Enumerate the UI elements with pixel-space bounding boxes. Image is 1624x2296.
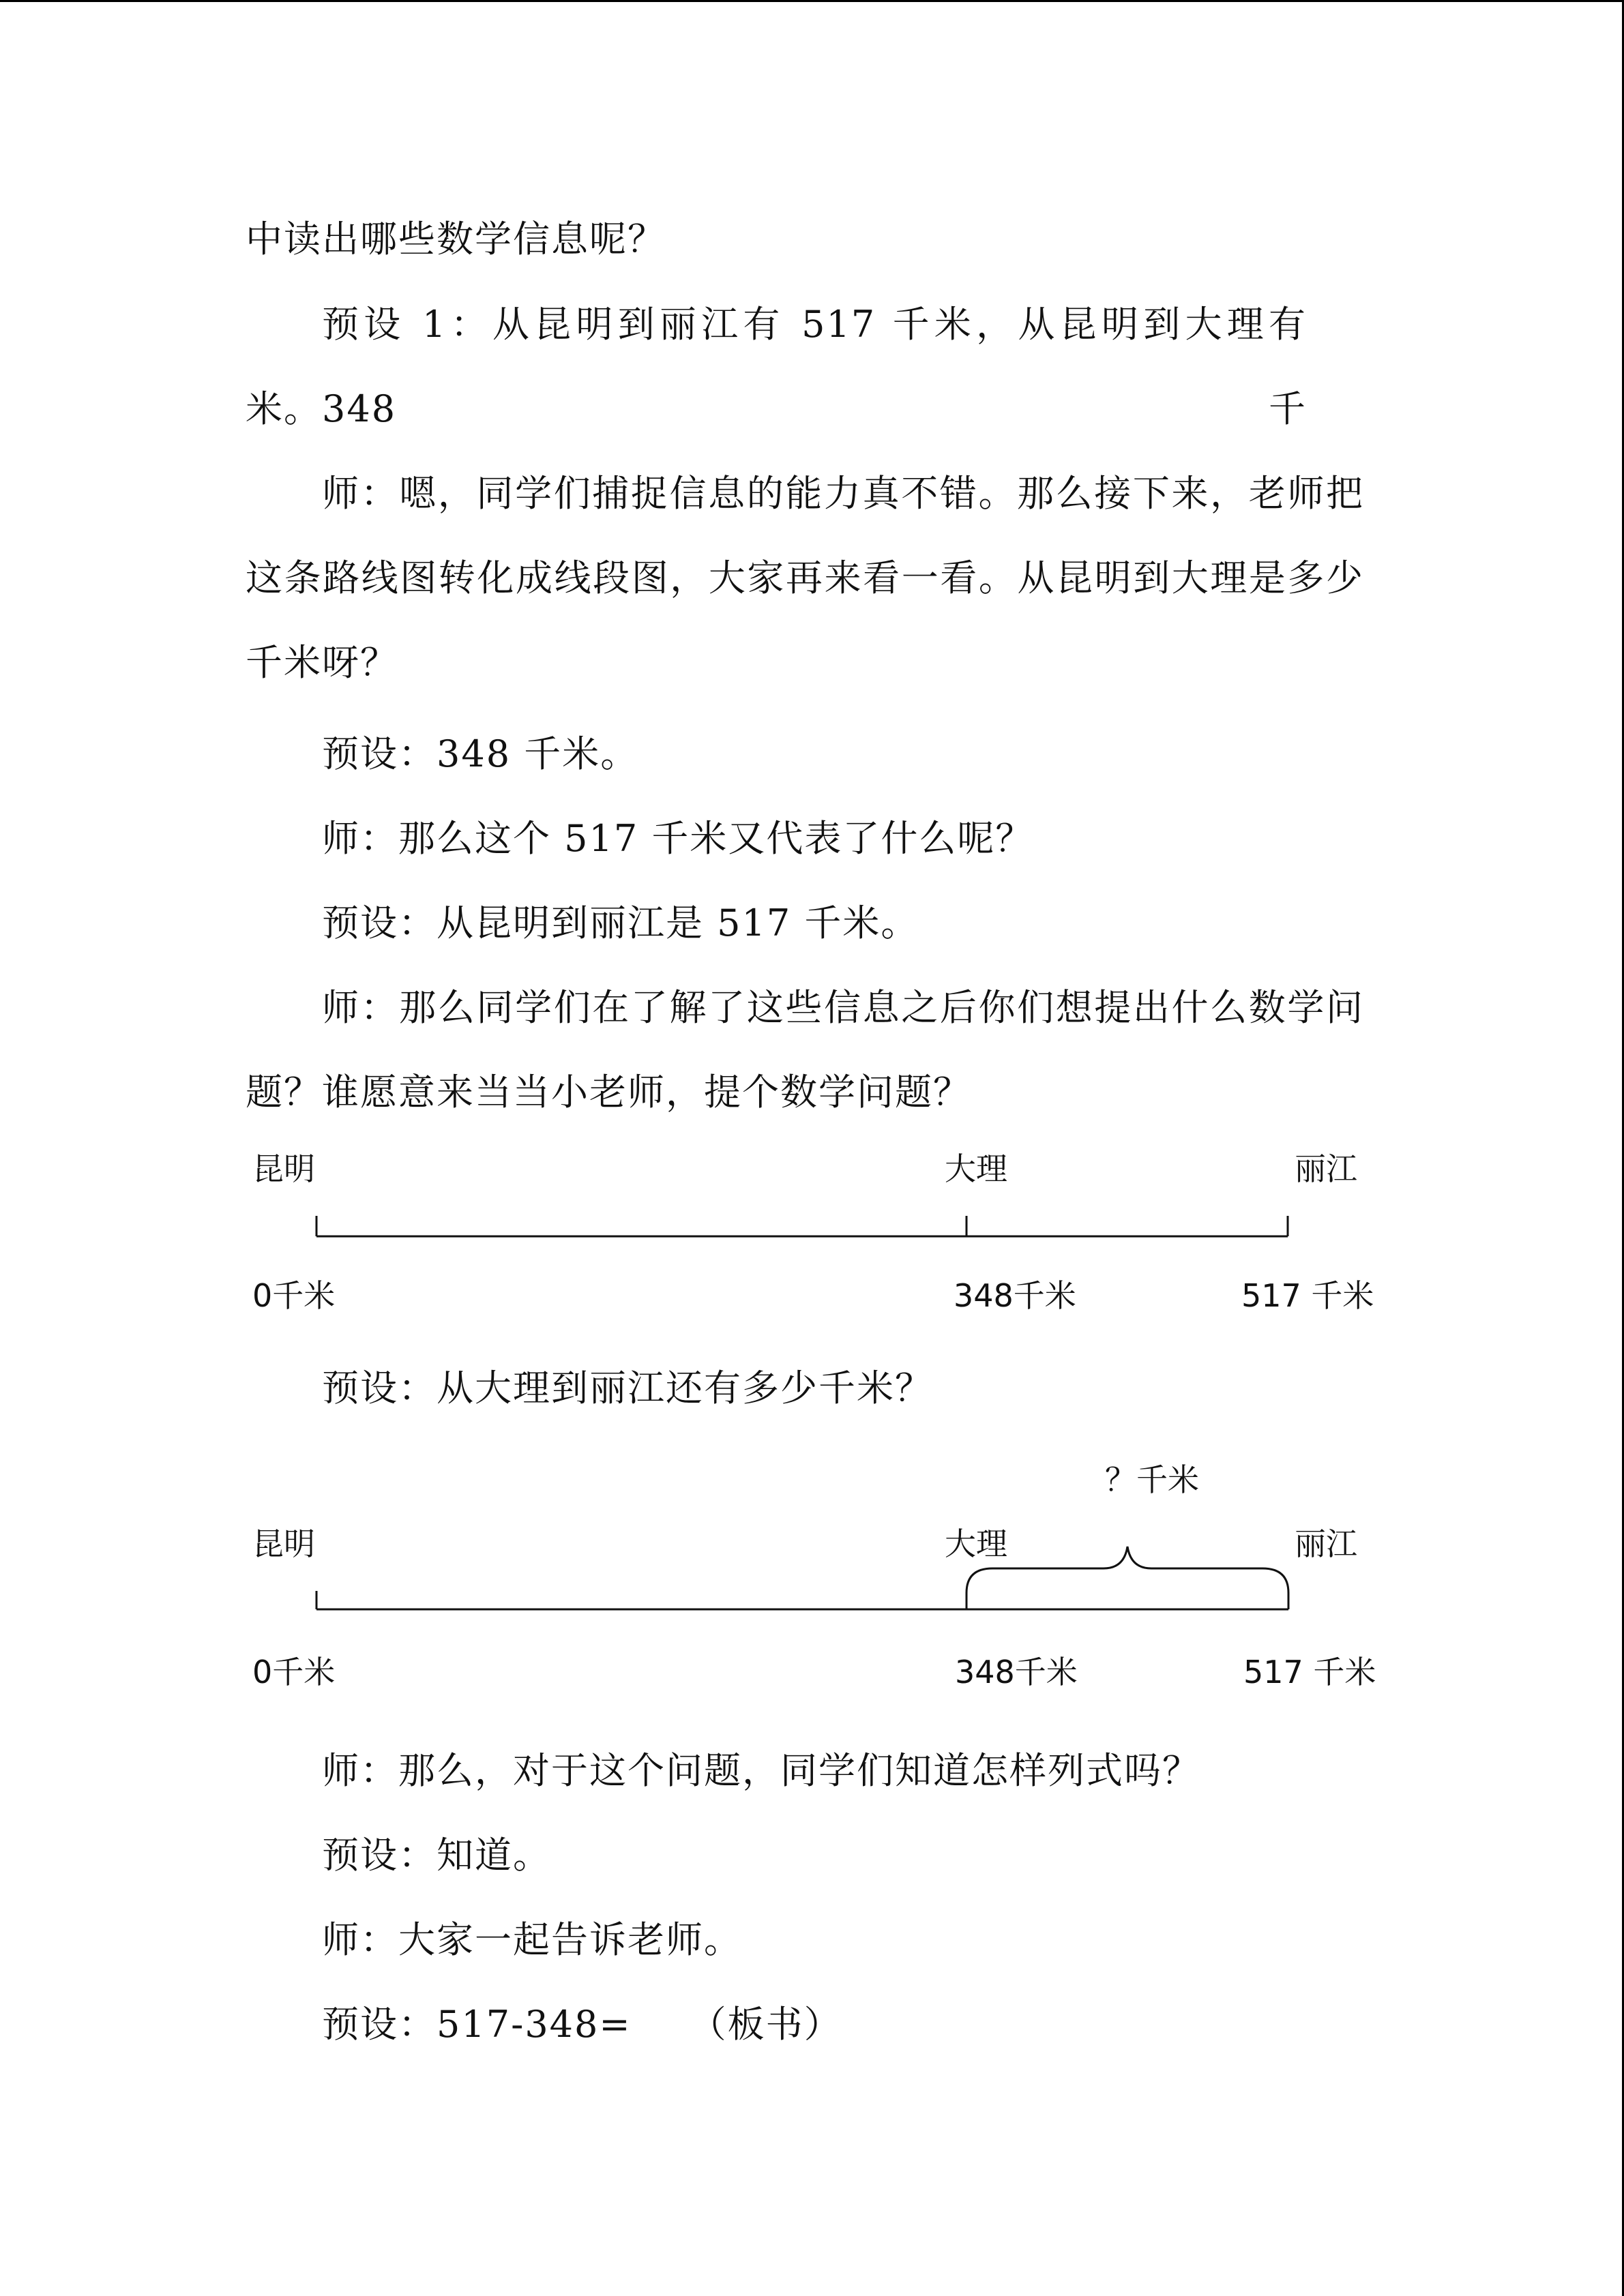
teacher-question-line2: 题？谁愿意来当当小老师，提个数学问题？ bbox=[246, 1071, 971, 1114]
label-unknown-km: ？千米 bbox=[1105, 1461, 1199, 1498]
label-517km-2: 517 千米 bbox=[1243, 1654, 1376, 1690]
teacher-question-line1: 师：那么同学们在了解了这些信息之后你们想提出什么数学问 bbox=[322, 986, 1364, 1029]
segment-line-1 bbox=[0, 1207, 1624, 1248]
preset-1-line2: 米。 bbox=[246, 387, 322, 430]
teacher-line3: 千米呀？ bbox=[246, 641, 398, 684]
label-lijiang: 丽江 bbox=[1295, 1150, 1357, 1187]
label-517km: 517 千米 bbox=[1241, 1277, 1374, 1314]
segment-line-2 bbox=[0, 1534, 1624, 1616]
label-348km-2: 348千米 bbox=[955, 1654, 1078, 1690]
brace-unknown-section bbox=[966, 1547, 1288, 1609]
teacher-tell: 师：大家一起告诉老师。 bbox=[322, 1918, 742, 1961]
label-0km: 0千米 bbox=[252, 1277, 336, 1314]
label-kunming-2: 昆明 bbox=[252, 1525, 315, 1562]
page-border-top bbox=[0, 0, 1624, 2]
label-0km-2: 0千米 bbox=[252, 1654, 336, 1690]
teacher-line1: 师：嗯，同学们捕捉信息的能力真不错。那么接下来，老师把 bbox=[322, 472, 1364, 515]
label-kunming: 昆明 bbox=[252, 1150, 315, 1187]
preset-1-line1: 预设 1：从昆明到丽江有 517 千米，从昆明到大理有 348 千 bbox=[322, 303, 1307, 430]
preset-517: 预设：从昆明到丽江是 517 千米。 bbox=[322, 901, 919, 944]
paragraph-continuation: 中读出哪些数学信息呢？ bbox=[246, 218, 666, 260]
label-348km: 348千米 bbox=[954, 1277, 1076, 1314]
teacher-line2: 这条路线图转化成线段图，大家再来看一看。从昆明到大理是多少 bbox=[246, 556, 1364, 599]
preset-formula: 预设：517-348= （板书） bbox=[322, 2003, 842, 2046]
preset-know: 预设：知道。 bbox=[322, 1834, 551, 1877]
label-lijiang-2: 丽江 bbox=[1295, 1525, 1357, 1562]
teacher-formula-question: 师：那么，对于这个问题，同学们知道怎样列式吗？ bbox=[322, 1749, 1200, 1792]
label-dali-2: 大理 bbox=[945, 1525, 1007, 1562]
preset-348: 预设：348 千米。 bbox=[322, 732, 639, 775]
preset-question: 预设：从大理到丽江还有多少千米？ bbox=[322, 1367, 933, 1410]
teacher-517-question: 师：那么这个 517 千米又代表了什么呢？ bbox=[322, 817, 1034, 860]
label-dali: 大理 bbox=[945, 1150, 1007, 1187]
